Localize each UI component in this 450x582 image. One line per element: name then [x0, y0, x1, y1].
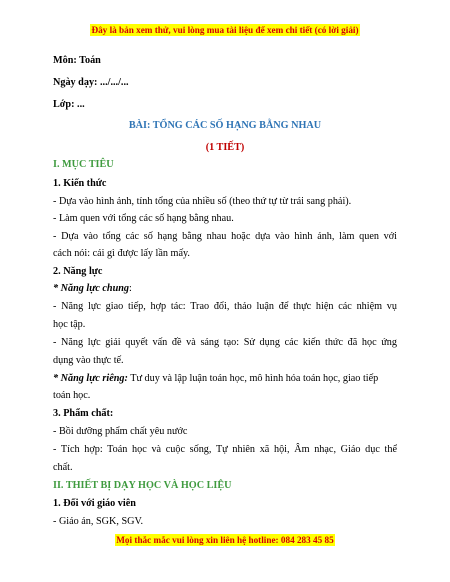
teacher-item: - Giáo án, SGK, SGV. [53, 516, 144, 527]
competence-item: học tập. [53, 319, 86, 330]
knowledge-heading: 1. Kiến thức [53, 178, 107, 189]
quality-item: - Tích hợp: Toán học và cuộc sống, Tự nhiên xã hội, Âm nhạc, Giáo dục thể [53, 444, 397, 455]
lesson-title: BÀI: TỔNG CÁC SỐ HẠNG BẰNG NHAU [128, 120, 322, 131]
general-competence-label: * Năng lực chung: [53, 283, 132, 294]
competence-item: dụng vào thực tế. [53, 355, 124, 366]
preview-banner: Đây là bản xem thử, vui lòng mua tài liệu để xem chi tiết (có lời giải) [91, 25, 359, 35]
section-objectives-heading: I. MỤC TIÊU [53, 159, 114, 170]
quality-item: chất. [53, 462, 73, 473]
specific-competence: * Năng lực riêng: Tư duy và lập luận toán học, mô hình hóa toán học, giao tiếp [53, 373, 379, 384]
knowledge-item: - Làm quen với tổng các số hạng bằng nhau. [53, 213, 234, 224]
date-line: Ngày dạy: .../.../... [53, 77, 129, 88]
subject-line: Môn: Toán [53, 55, 101, 66]
competence-heading: 2. Năng lực [53, 266, 103, 277]
section-equipment-heading: II. THIẾT BỊ DẠY HỌC VÀ HỌC LIỆU [53, 480, 232, 491]
competence-item: - Năng lực giải quyết vấn đề và sáng tạo: Sử dụng các kiến thức đã học ứng [53, 337, 397, 348]
class-line: Lớp: ... [53, 99, 85, 110]
knowledge-item: - Dựa vào hình ảnh, tính tổng của nhiều số (theo thứ tự từ trái sang phải). [53, 196, 352, 207]
knowledge-item: cách nói: cái gì được lấy lần mấy. [53, 248, 190, 259]
knowledge-item: - Dựa vào tổng các số hạng bằng nhau hoặc dựa vào hình ảnh, làm quen với [53, 231, 397, 242]
quality-item: - Bồi dưỡng phẩm chất yêu nước [53, 426, 188, 437]
specific-competence-cont: toán học. [53, 390, 91, 401]
competence-item: - Năng lực giao tiếp, hợp tác: Trao đổi, thảo luận để thực hiện các nhiệm vụ [53, 301, 397, 312]
lesson-period: (1 TIẾT) [205, 142, 245, 153]
quality-heading: 3. Phẩm chất: [53, 408, 114, 419]
hotline-banner: Mọi thắc mắc vui lòng xin liên hệ hotline: 084 283 45 85 [116, 535, 334, 545]
teacher-heading: 1. Đối với giáo viên [53, 498, 136, 509]
